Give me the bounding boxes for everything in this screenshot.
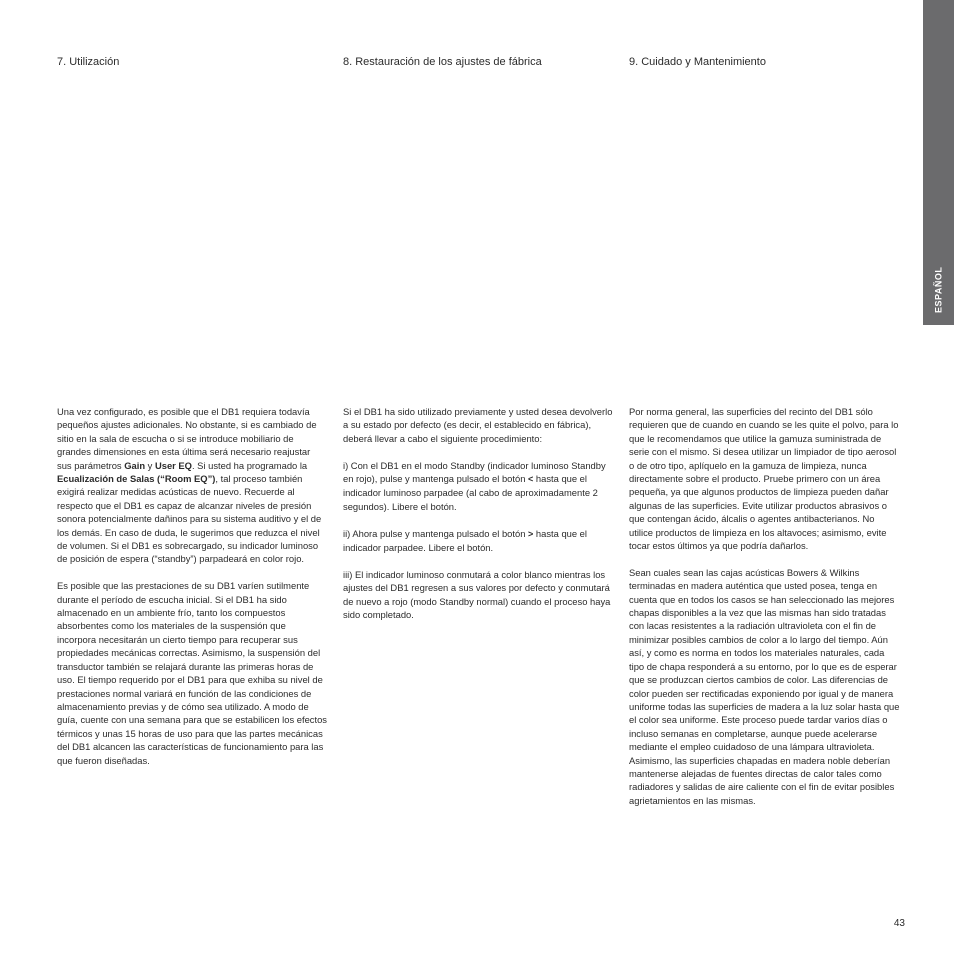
- term-room-eq: Ecualización de Salas (“Room EQ”): [57, 473, 216, 485]
- left-arrow-button-glyph: <: [528, 474, 534, 485]
- section-heading-restauracion: 8. Restauración de los ajustes de fábrica: [343, 56, 542, 68]
- column-utilizacion: [57, 405, 327, 780]
- section-heading-utilizacion: 7. Utilización: [57, 56, 120, 68]
- page-number: 43: [893, 918, 905, 929]
- column-restauracion: [343, 405, 613, 635]
- column-cuidado: [629, 405, 901, 821]
- section-heading-cuidado: 9. Cuidado y Mantenimiento: [629, 56, 766, 68]
- paragraph: Una vez configurado, es posible que el DB1 requiera todavía pequeños ajustes adicionales. No obstante, si es cambiado de sitio en la sala de escucha o si se introduce mobiliario de grandes dimensiones en esta última será necesario reajustar sus parámetros Gain y User EQ. Si usted ha programado la Ecualización de Salas (“Room EQ”), tal proceso también exigirá realizar medidas acústicas de nuevo. Recuerde al respecto que el DB1 es capaz de alcanzar niveles de presión sonora potencialmente dañinos para su sistema auditivo y el de los demás. En caso de duda, le sugerimos que reduzca el nivel de volumen. Si el DB1 es sobrecargado, su indicador luminoso de posición de espera (“standby”) parpadeará en color rojo.: [57, 406, 322, 565]
- language-tab-label: ESPAÑOL: [933, 266, 944, 313]
- paragraph: Es posible que las prestaciones de su DB1 varíen sutilmente durante el período de escucha inicial. Si el DB1 ha sido almacenado en un ambiente frío, tanto los compuestos absorbentes como los materiales de la suspensión que incorpora necesitarán un cierto tiempo para recuperar sus propiedades mecánicas correctas. Asimismo, la suspensión del transductor también se relajará durante las primeras horas de uso. El tiempo requerido por el DB1 para que exhiba su nivel de prestaciones normal variará en función de las condiciones de almacenamiento previas y de cómo sea utilizado. A modo de guía, cuente con una semana para que se estabilicen los efectos térmicos y unas 15 horas de uso para que las partes mecánicas del DB1 alcancen las características de funcionamiento para las que fueron diseñadas.: [57, 580, 327, 766]
- term-gain: Gain: [124, 459, 146, 471]
- paragraph: iii) El indicador luminoso conmutará a color blanco mientras los ajustes del DB1 regresen a sus valores por defecto y conmutará de nuevo a rojo (modo Standby normal) cuando el proceso haya sido completado.: [343, 568, 611, 621]
- paragraph: ii) Ahora pulse y mantenga pulsado el botón > hasta que el indicador parpadee. Libere el botón.: [343, 527, 587, 554]
- term-user-eq: User EQ: [154, 459, 192, 471]
- paragraph: Por norma general, las superficies del recinto del DB1 sólo requieren que de cuando en cuando se les quite el polvo, para lo que le recomendamos que utilice la gamuza suministrada de serie con el mismo. Si desea utilizar un limpiador de tipo aerosol o de otro tipo, aplíquelo en la gamuza de limpieza, nunca directamente sobre el producto. Pruebe primero con un área pequeña, ya que algunos productos de limpieza pueden dañar algunas de las superficies. Evite utilizar productos abrasivos o que contengan ácido, álcalis o agentes antibacterianos. No utilice productos de limpieza en los altavoces; asimismo, evite tocar estos últimos ya que podría dañarlos.: [629, 406, 899, 552]
- right-arrow-button-glyph: >: [528, 528, 534, 539]
- paragraph: Sean cuales sean las cajas acústicas Bowers & Wilkins terminadas en madera auténtica que usted posea, tenga en cuenta que en todos los casos se han seleccionado las mejores chapas disponibles a la vez que las mismas han sido tratadas con lacas resistentes a la radiación ultravioleta con el fin de minimizar posibles cambios de color a lo largo del tiempo. Aún así, y como es norma en todos los materiales naturales, cada tipo de chapa responderá a su entorno, por lo que es de esperar que se produzcan ciertos cambios de color. Las diferencias de color pueden ser rectificadas exponiendo por igual y de manera uniforme todas las superficies de madera a la luz solar hasta que el color sea uniforme. Este proceso puede tardar varios días o incluso semanas en completarse, aunque puede acelerarse mediante el empleo cuidadoso de una lámpara ultravioleta. Asimismo, las superficies chapadas en madera noble deberían mantenerse alejadas de fuentes directas de calor tales como radiadores y salidas de aire caliente con el fin de evitar posibles agrietamientos en las mismas.: [629, 566, 900, 806]
- paragraph: Si el DB1 ha sido utilizado previamente y usted desea devolverlo a su estado por defecto (es decir, el establecido en fábrica), deberá llevar a cabo el siguiente procedimiento:: [343, 406, 613, 444]
- paragraph: i) Con el DB1 en el modo Standby (indicador luminoso Standby en rojo), pulse y mantenga pulsado el botón < hasta que el indicador luminoso parpadee (al cabo de aproximadamente 2 segundos). Libere el botón.: [343, 459, 606, 512]
